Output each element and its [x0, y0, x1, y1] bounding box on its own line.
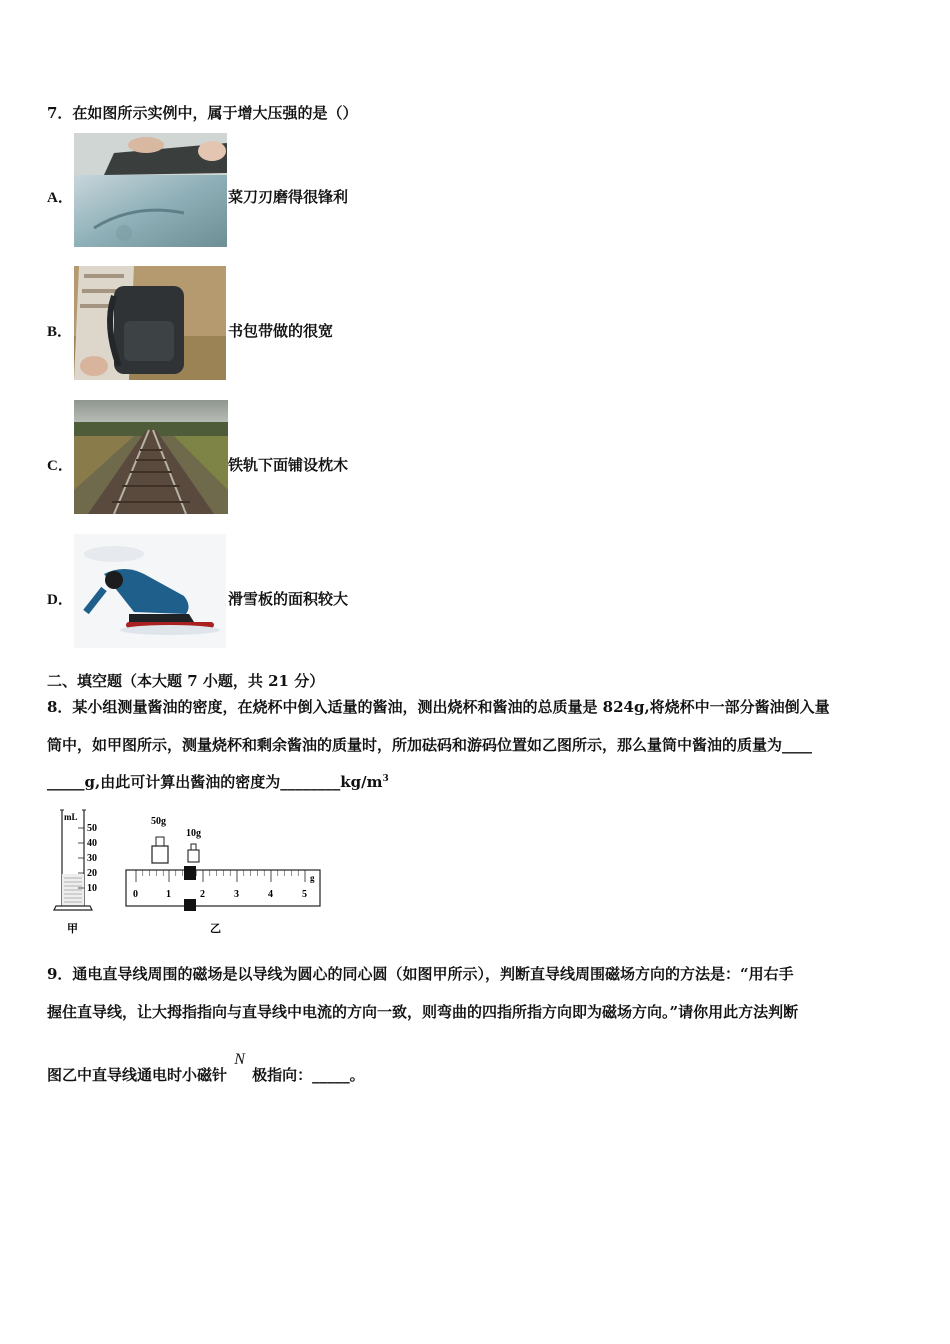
weight-50g-label: 50g: [151, 816, 166, 827]
railway-track-photo: [74, 400, 228, 514]
backpack-photo: [74, 266, 226, 380]
q8-line-1: 8．某小组测量酱油的密度，在烧杯中倒入适量的酱油，测出烧杯和酱油的总质量是 824g,将烧杯中一部分酱油倒入量: [47, 698, 830, 716]
cylinder-tick-20: 20: [87, 868, 97, 879]
cylinder-tick-30: 30: [87, 853, 97, 864]
figure-label-jia: 甲: [67, 923, 78, 935]
q9-line-3: [47, 1051, 365, 1085]
q9-line-2: 握住直导线，让大拇指指向与直导线中电流的方向一致，则弯曲的四指所指方向即为磁场方向。”请你用此方法判断: [47, 1003, 799, 1021]
q8-line-3-text: _____g,由此可计算出酱油的密度为________kg/m: [47, 773, 383, 791]
section-heading: 二、填空题（本大题 7 小题，共 21 分）: [47, 672, 325, 690]
q8-figure: [50, 806, 330, 938]
weight-10g-label: 10g: [186, 828, 201, 839]
ruler-tick-2: 2: [200, 889, 205, 900]
q7-option-c-text: 铁轨下面铺设枕木: [228, 456, 349, 474]
balance-ruler-icon: [126, 866, 320, 911]
ruler-tick-5: 5: [302, 889, 307, 900]
snowboarder-photo: [74, 534, 226, 648]
rider-marker-bottom: [184, 899, 196, 911]
ruler-unit: g: [310, 873, 315, 883]
cylinder-unit: mL: [64, 812, 78, 822]
ruler-tick-4: 4: [268, 889, 273, 900]
rider-marker-top: [184, 866, 196, 880]
q8-unit-exponent: 3: [382, 774, 389, 784]
q7-option-c-letter: C．: [47, 458, 73, 474]
q7-option-d-letter: D．: [47, 592, 73, 608]
q7-option-b-text: 书包带做的很宽: [228, 322, 334, 340]
ruler-tick-0: 0: [133, 889, 138, 900]
q8-line-2: 筒中，如甲图所示，测量烧杯和剩余酱油的质量时，所加砝码和游码位置如乙图所示，那么量筒中酱油的质量为____: [47, 736, 813, 754]
q9-line-3-text-b: 极指向：_____。: [252, 1066, 365, 1084]
q9-line-1: 9．通电直导线周围的磁场是以导线为圆心的同心圆（如图甲所示），判断直导线周围磁场方向的方法是：“用右手: [47, 965, 794, 983]
weight-10g-icon: [188, 844, 199, 862]
q9-n-pole-symbol: N: [234, 1051, 245, 1068]
cylinder-tick-10: 10: [87, 883, 97, 894]
weight-50g-icon: [152, 837, 168, 863]
q7-option-d-text: 滑雪板的面积较大: [228, 590, 349, 608]
q7-stem: 7．在如图所示实例中，属于增大压强的是（）: [47, 104, 358, 122]
q7-option-a-text: 菜刀刃磨得很锋利: [228, 188, 349, 206]
q9-line-3-text-a: 图乙中直导线通电时小磁针: [47, 1066, 228, 1084]
ruler-tick-3: 3: [234, 889, 239, 900]
q8-line-3: [47, 771, 389, 792]
ruler-tick-1: 1: [166, 889, 171, 900]
q7-option-a-letter: A．: [47, 190, 73, 206]
cylinder-tick-50: 50: [87, 823, 97, 834]
cylinder-tick-40: 40: [87, 838, 97, 849]
q7-option-b-letter: B．: [47, 324, 73, 340]
figure-label-yi: 乙: [210, 923, 221, 935]
knife-sharpening-photo: [74, 133, 227, 247]
